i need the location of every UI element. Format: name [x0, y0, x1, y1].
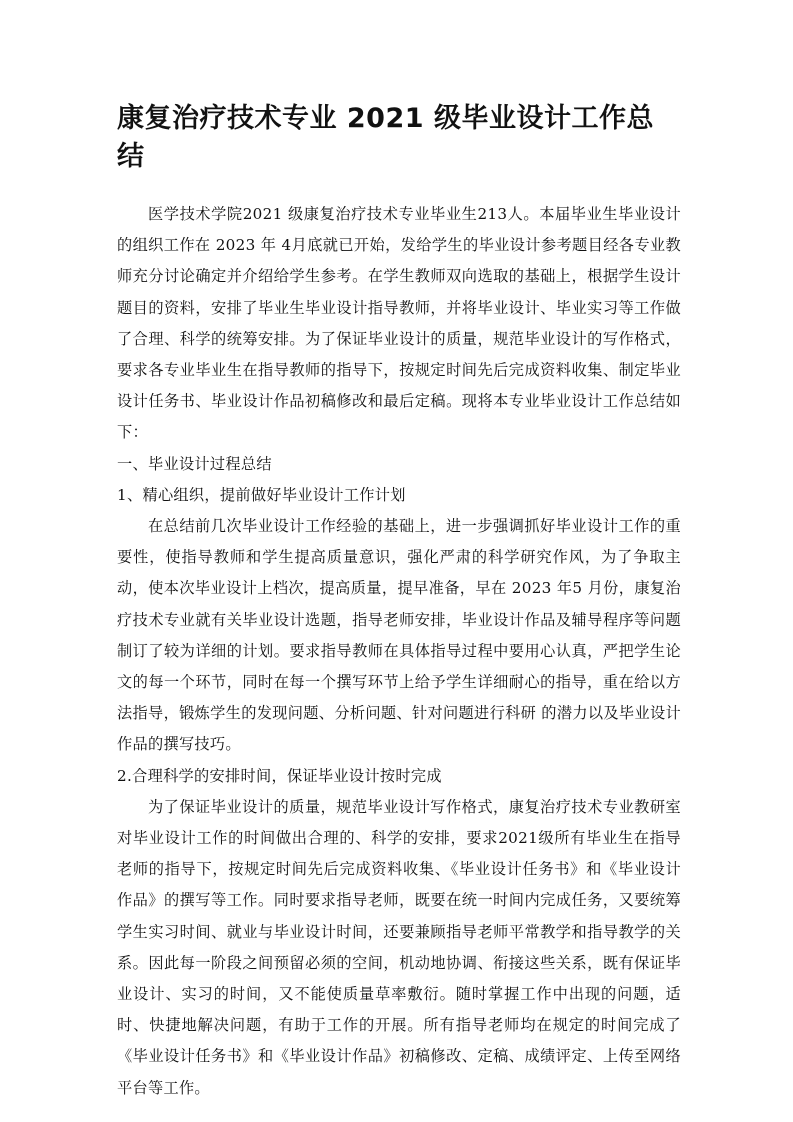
intro-paragraph: 医学技术学院2021 级康复治疗技术专业毕业生213人。本届毕业生毕业设计的组织工作在 2023 年 4月底就已开始，发给学生的毕业设计参考题目经各专业教师充分讨论确定并介绍给学生参考。在学生教师双向选取的基础上，根据学生设计题目的资料，安排了毕业生毕业设计指导教师，并将毕业设计、毕业实习等工作做了合理、科学的统筹安排。为了保证毕业设计的质量，规范毕业设计的写作格式，要求各专业毕业生在指导教师的指导下，按规定时间先后完成资料收集、制定毕业设计任务书、毕业设计作品初稿修改和最后定稿。现将本专业毕业设计工作总结如下： — [117, 205, 681, 442]
subsection-heading-2: 2.合理科学的安排时间，保证毕业设计按时完成 — [117, 766, 442, 785]
subsection-1-paragraph: 在总结前几次毕业设计工作经验的基础上，进一步强调抓好毕业设计工作的重要性，使指导教师和学生提高质量意识，强化严肃的科学研究作风，为了争取主动，使本次毕业设计上档次，提高质量，提早准备，早在 2023 年5 月份，康复治疗技术专业就有关毕业设计选题，指导老师安排，毕业设计作品及辅导程序等问题制订了较为详细的计划。要求指导教师在具体指导过程中要用心认真，严把学生论文的每一个环节，同时在每一个撰写环节上给予学生详细耐心的指导，重在给以方法指导，锻炼学生的发现问题、分析问题、针对问题进行科研 的潜力以及毕业设计作品的撰写技巧。 — [117, 517, 681, 754]
document-title: 康复治疗技术专业 2021 级毕业设计工作总结 — [117, 103, 654, 172]
section-heading-1: 一、毕业设计过程总结 — [117, 454, 272, 473]
subsection-2-paragraph: 为了保证毕业设计的质量，规范毕业设计写作格式，康复治疗技术专业教研室对毕业设计工作的时间做出合理的、科学的安排，要求2021级所有毕业生在指导老师的指导下，按规定时间先后完成资料收集、《毕业设计任务书》和《毕业设计作品》的撰写等工作。同时要求指导老师，既要在统一时间内完成任务，又要统筹学生实习时间、就业与毕业设计时间，还要兼顾指导老师平常教学和指导教学的关系。因此每一阶段之间预留必须的空间，机动地协调、衔接这些关系，既有保证毕业设计、实习的时间，又不能使质量草率敷衍。随时掌握工作中出现的问题，适时、快捷地解决问题，有助于工作的开展。所有指导老师均在规定的时间完成了《毕业设计任务书》和《毕业设计作品》初稿修改、定稿、成绩评定、上传至网络平台等工作。 — [117, 797, 681, 1097]
document-body — [117, 199, 681, 1104]
subsection-heading-1: 1、精心组织，提前做好毕业设计工作计划 — [117, 485, 406, 504]
